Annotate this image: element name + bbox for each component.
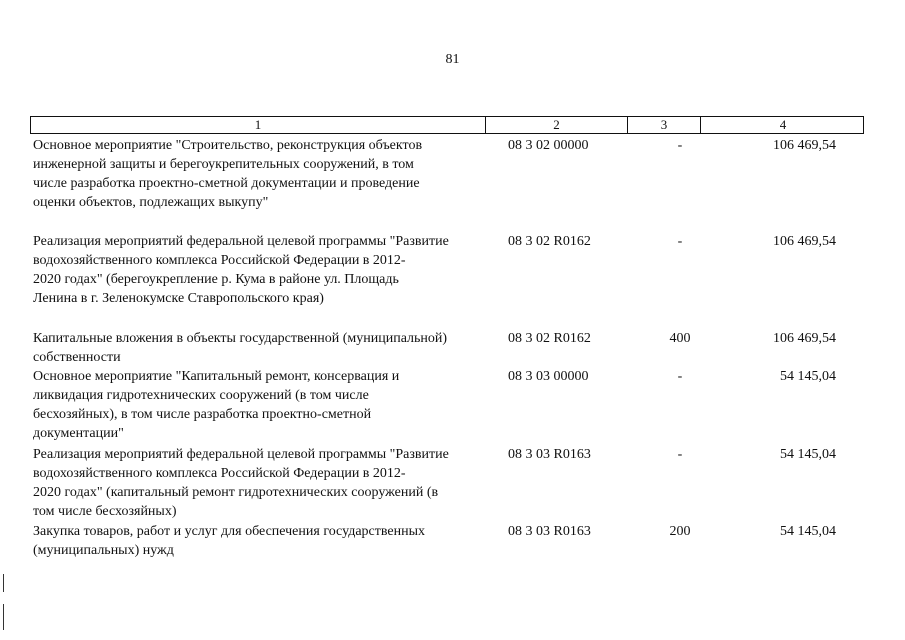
row-code: 08 3 02 00000 — [508, 138, 589, 153]
row-amount: 54 145,04 — [780, 369, 836, 384]
page-number: 81 — [445, 52, 460, 67]
row-amount: 106 469,54 — [773, 234, 836, 249]
row-name: Реализация мероприятий федеральной целевой программы "Развитие водохозяйственного комплекса Российской Федерации в 2012- 2020 годах" (капитальный ремонт гидротехнических сооружений (в том числе бесхозяйных) — [33, 447, 449, 519]
header-col-2: 2 — [486, 117, 628, 133]
row-name: Закупка товаров, работ и услуг для обеспечения государственных (муниципальных) нужд — [33, 524, 426, 558]
row-type: - — [677, 369, 683, 384]
row-code: 08 3 02 R0162 — [508, 331, 591, 346]
row-name: Основное мероприятие "Строительство, реконструкция объектов инженерной защиты и берегоукрепительных сооружений, в том числе разработка проектно-сметной документации и проведение оценки объектов, подлежащих выкупу" — [33, 138, 423, 210]
scan-margin-mark — [3, 574, 4, 592]
row-code: 08 3 02 R0162 — [508, 234, 591, 249]
header-col-1: 1 — [31, 117, 486, 133]
row-code: 08 3 03 R0163 — [508, 524, 591, 539]
row-type: - — [677, 138, 683, 153]
row-name: Основное мероприятие "Капитальный ремонт, консервация и ликвидация гидротехнических сооружений (в том числе бесхозяйных), в том числе разработка проектно-сметной документации" — [33, 369, 400, 441]
header-col-4: 4 — [779, 117, 787, 132]
row-type: 200 — [669, 524, 691, 539]
row-amount: 106 469,54 — [773, 138, 836, 153]
table-header — [30, 116, 864, 134]
row-name: Капитальные вложения в объекты государственной (муниципальной) собственности — [33, 331, 448, 365]
row-amount: 54 145,04 — [780, 524, 836, 539]
row-code: 08 3 03 00000 — [508, 369, 589, 384]
row-name: Реализация мероприятий федеральной целевой программы "Развитие водохозяйственного комплекса Российской Федерации в 2012- 2020 годах" (берегоукрепление р. Кума в районе ул. Площадь Ленина в г. Зеленокумске Ставропольского края) — [33, 234, 449, 306]
row-code: 08 3 03 R0163 — [508, 447, 591, 462]
row-type: 400 — [669, 331, 691, 346]
scan-margin-mark — [3, 604, 4, 630]
row-type: - — [677, 234, 683, 249]
row-amount: 106 469,54 — [773, 331, 836, 346]
row-amount: 54 145,04 — [780, 447, 836, 462]
header-col-3: 3 — [628, 117, 701, 133]
row-type: - — [677, 447, 683, 462]
